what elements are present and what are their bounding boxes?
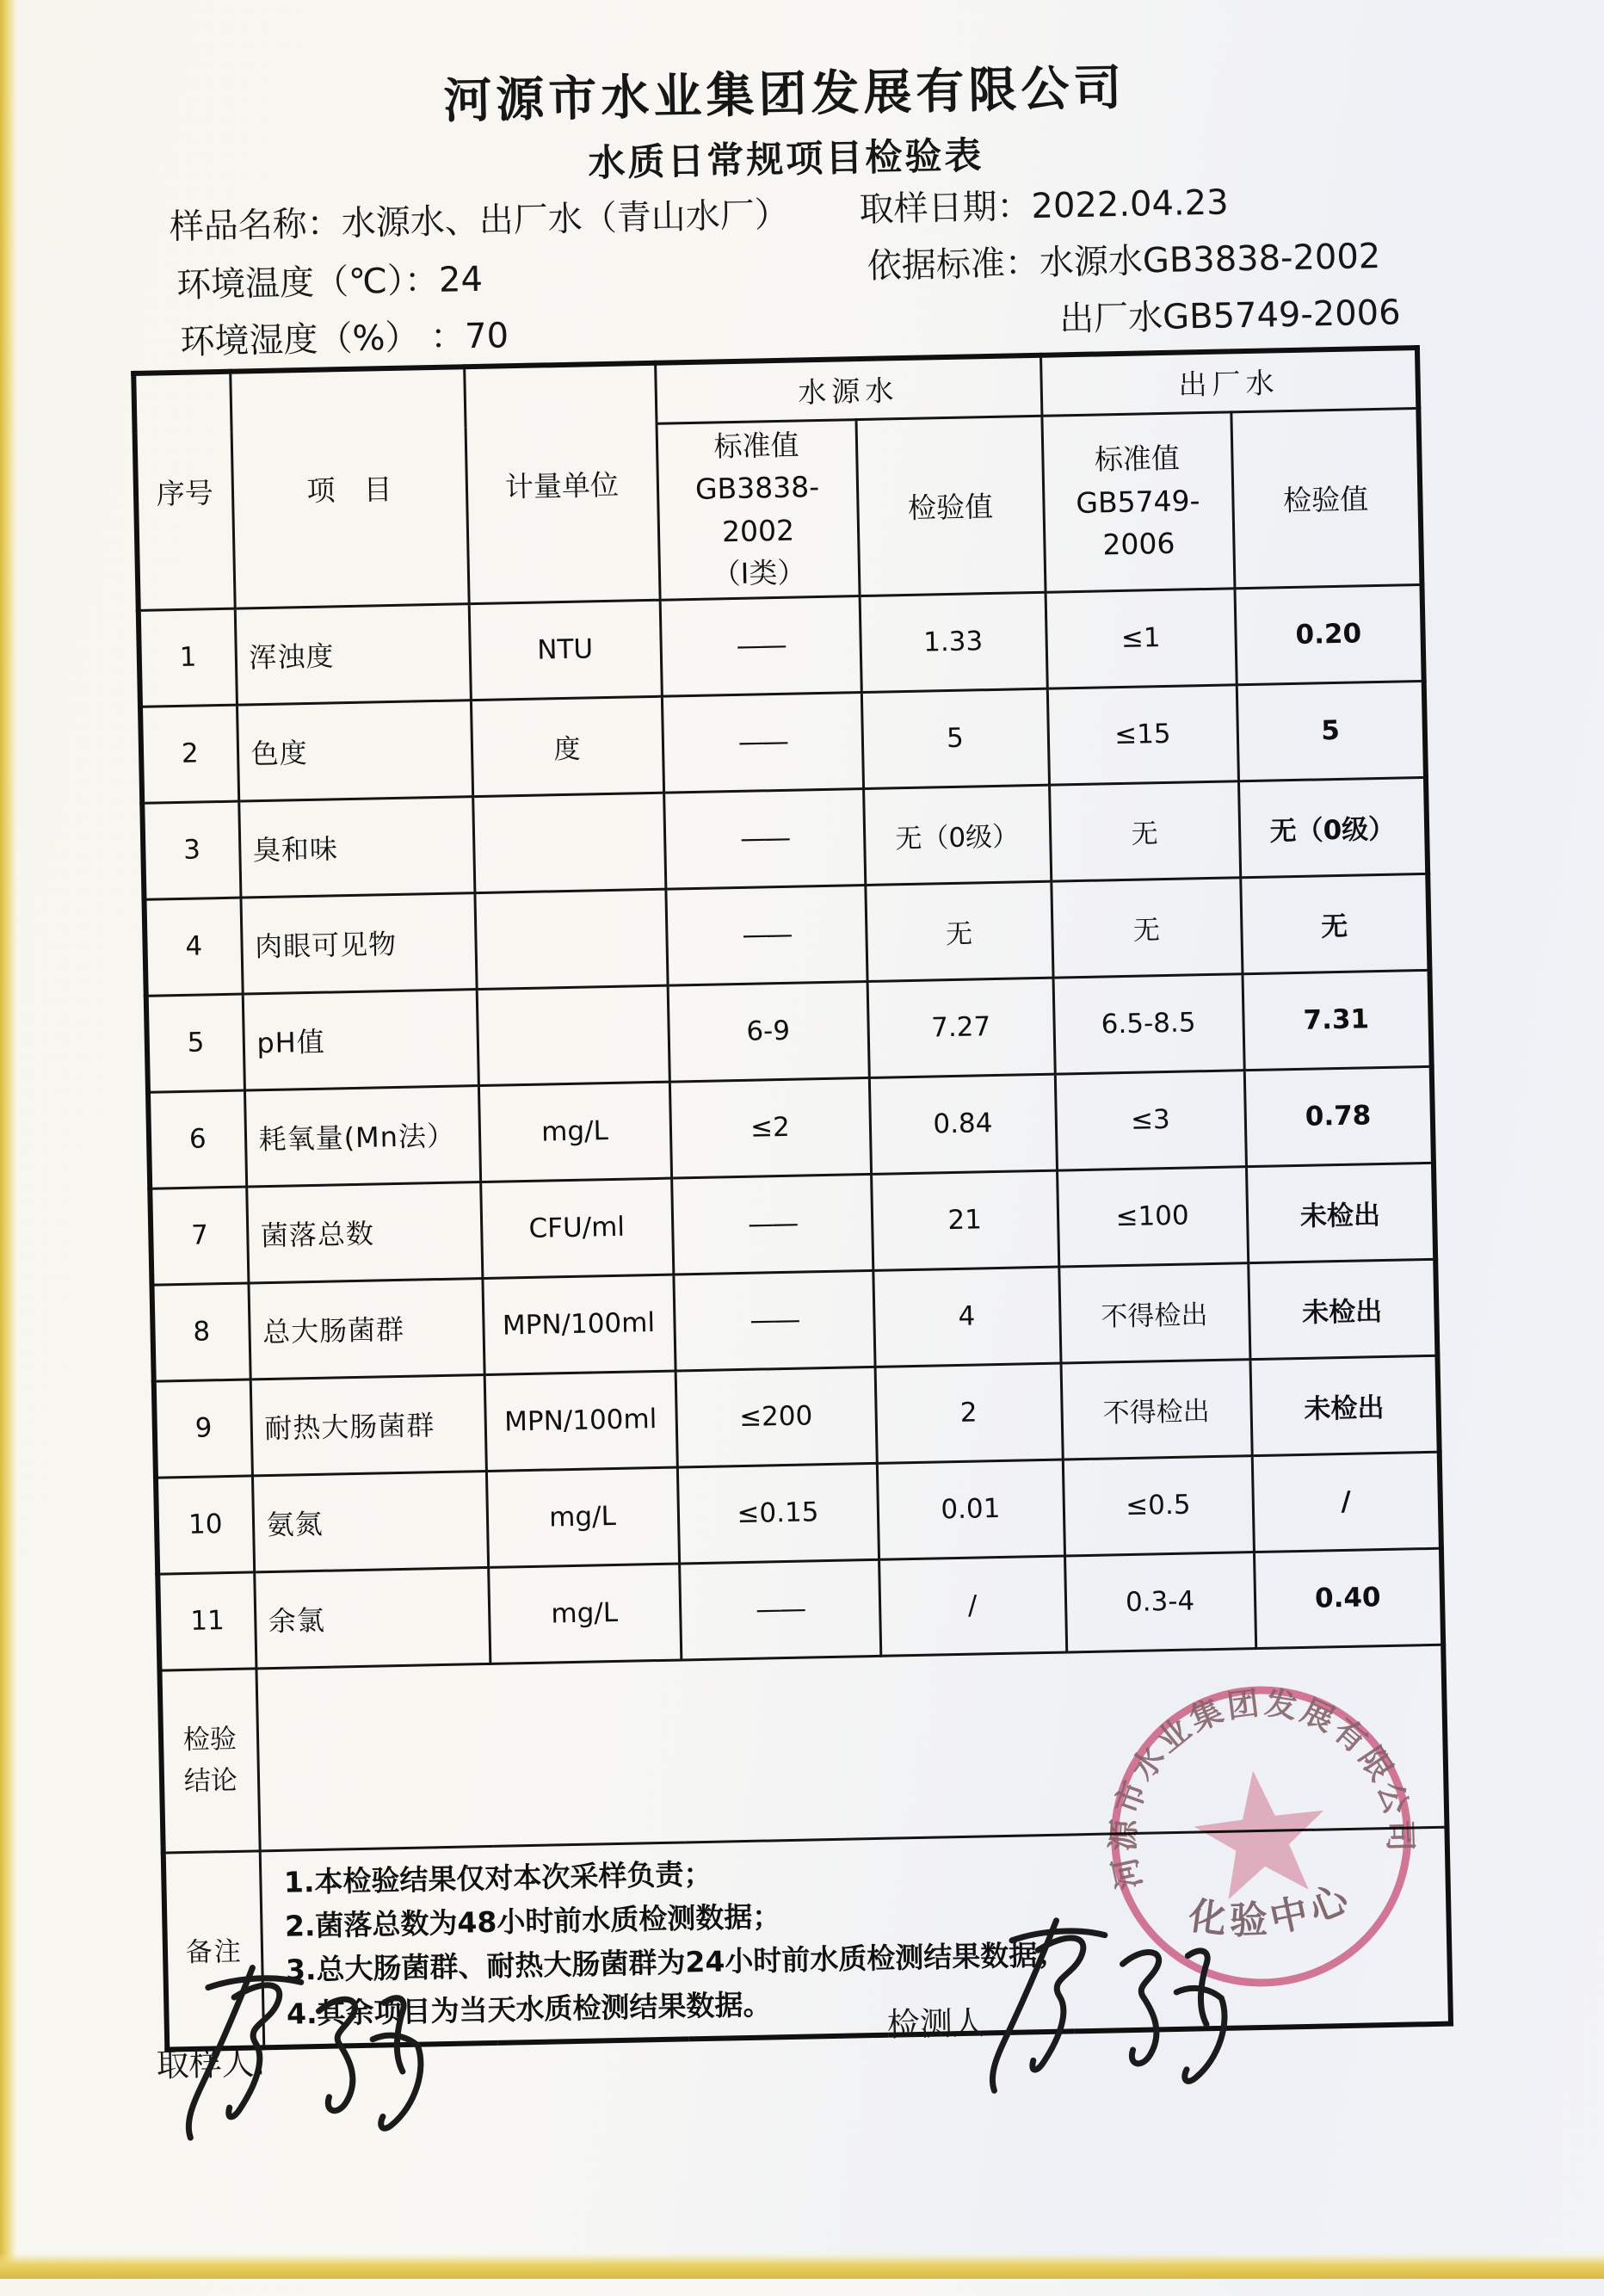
- group-header-source-water: 水源水: [655, 355, 1041, 423]
- cell-std-source: 6-9: [668, 981, 869, 1082]
- cell-val-source: 0.84: [869, 1074, 1057, 1174]
- cell-item: 耐热大肠菌群: [250, 1374, 486, 1475]
- cell-item: 菌落总数: [246, 1182, 482, 1282]
- remark-line: 1.本检验结果仅对本次采样负责；: [283, 1856, 713, 1899]
- star-icon: [1188, 1762, 1334, 1903]
- standard-label: 标准值: [713, 427, 799, 463]
- cell-unit: mg/L: [478, 1082, 671, 1182]
- cell-item: pH值: [243, 989, 478, 1089]
- cell-val-source: 5: [861, 688, 1049, 788]
- conclusion-label: [159, 1668, 259, 1852]
- cell-unit: [474, 889, 667, 989]
- cell-std-factory: ≤0.5: [1063, 1455, 1254, 1555]
- cell-val-source: 1.33: [860, 592, 1047, 692]
- remark-line: 3.总大肠菌群、耐热大肠菌群为24小时前水质检测结果数据；: [285, 1937, 1066, 1987]
- cell-unit: MPN/100ml: [482, 1275, 675, 1374]
- cell-std-source: ≤200: [676, 1367, 877, 1467]
- cell-no: 9: [154, 1379, 252, 1477]
- sample-name-line: 样品名称：水源水、出厂水（青山水厂）: [169, 194, 790, 248]
- cell-std-factory: ≤1: [1046, 588, 1237, 688]
- cell-item: 肉眼可见物: [240, 892, 476, 993]
- standard-source-water: 依据标准：水源水GB3838-2002: [867, 236, 1381, 287]
- cell-no: 6: [148, 1090, 246, 1188]
- col-header-check-source: 检验值: [855, 416, 1045, 596]
- cell-item: 总大肠菌群: [248, 1278, 484, 1379]
- cell-no: 10: [156, 1475, 254, 1573]
- sampler-signature: [173, 1952, 453, 2155]
- col-header-standard-factory: [1041, 411, 1234, 591]
- stamp-center-text: 化验中心: [1186, 1874, 1360, 1944]
- standard-code: GB3838-2002: [694, 469, 820, 548]
- cell-val-factory: 无: [1240, 873, 1429, 973]
- cell-item: 耗氧量(Mn法）: [244, 1085, 480, 1186]
- cell-val-factory: 0.40: [1254, 1548, 1443, 1648]
- cell-std-source: ——: [660, 596, 861, 696]
- tester-signature: [972, 1904, 1261, 2108]
- cell-unit: CFU/ml: [480, 1178, 673, 1278]
- tester-label: 检测人: [886, 2003, 986, 2044]
- cell-unit: NTU: [469, 600, 662, 700]
- cell-std-factory: ≤3: [1055, 1070, 1246, 1170]
- conclusion-label-line2: 结论: [183, 1764, 238, 1798]
- cell-val-source: 4: [873, 1267, 1060, 1367]
- cell-item: 色度: [237, 700, 472, 800]
- photo-backing-edge-bottom: [0, 2253, 1604, 2279]
- cell-std-source: ——: [663, 788, 865, 889]
- env-humidity: 环境湿度（%） ：70: [180, 316, 509, 362]
- cell-std-source: ——: [662, 692, 863, 793]
- cell-item: 余氯: [254, 1567, 490, 1668]
- cell-no: 5: [146, 994, 244, 1092]
- cell-val-factory: /: [1252, 1452, 1441, 1552]
- group-header-factory-water: 出厂水: [1040, 348, 1418, 416]
- cell-std-source: ——: [673, 1270, 874, 1371]
- cell-no: 3: [142, 801, 240, 899]
- cell-val-factory: 5: [1237, 681, 1426, 781]
- cell-item: 浑浊度: [235, 603, 471, 704]
- cell-val-factory: 0.78: [1244, 1066, 1434, 1166]
- cell-std-source: ——: [679, 1559, 880, 1660]
- cell-std-factory: 不得检出: [1058, 1262, 1249, 1362]
- cell-val-source: /: [879, 1556, 1066, 1656]
- photo-backing-edge-left: [0, 0, 17, 2279]
- cell-val-source: 2: [875, 1363, 1063, 1463]
- remark-line: 2.菌落总数为48小时前水质检测数据；: [284, 1898, 781, 1943]
- cell-item: 氨氮: [252, 1471, 488, 1571]
- col-header-item: 项 目: [230, 367, 468, 608]
- cell-no: 7: [150, 1187, 248, 1285]
- cell-std-factory: ≤100: [1057, 1166, 1248, 1266]
- cell-no: 1: [139, 608, 237, 707]
- col-header-standard-source: [656, 419, 859, 600]
- env-temperature: 环境温度（℃）：24: [176, 259, 484, 306]
- cell-no: 2: [140, 705, 238, 803]
- standard-class: （I类）: [712, 555, 806, 591]
- standard-label: 标准值: [1094, 441, 1181, 477]
- cell-unit: mg/L: [486, 1467, 679, 1567]
- cell-val-factory: 未检出: [1249, 1355, 1439, 1455]
- remark-line: 4.其余项目为当天水质检测结果数据。: [286, 1987, 772, 2031]
- cell-val-factory: 无（0级）: [1238, 777, 1428, 877]
- cell-val-source: 无（0级）: [863, 785, 1051, 885]
- col-header-check-factory: 检验值: [1231, 408, 1422, 588]
- cell-std-source: ——: [665, 885, 867, 985]
- sampler-label: 取样人:: [156, 2044, 266, 2084]
- cell-std-factory: 不得检出: [1061, 1359, 1252, 1459]
- stamp-company-text: 河源市水业集团发展有限公司: [1104, 1683, 1419, 1893]
- cell-val-source: 21: [871, 1170, 1058, 1270]
- cell-std-factory: 0.3-4: [1064, 1552, 1255, 1651]
- col-header-no: 序号: [133, 372, 234, 610]
- cell-std-source: ≤0.15: [677, 1463, 879, 1564]
- cell-std-factory: ≤15: [1047, 684, 1238, 784]
- col-header-unit: 计量单位: [464, 363, 659, 603]
- cell-val-source: 无: [865, 881, 1052, 981]
- report-subtitle: 水质日常规项目检验表: [587, 134, 984, 186]
- standard-factory-water: 出厂水GB5749-2006: [1058, 293, 1402, 340]
- cell-val-source: 7.27: [867, 978, 1055, 1077]
- cell-std-source: ——: [671, 1174, 873, 1275]
- cell-std-factory: 无: [1049, 781, 1240, 880]
- cell-val-factory: 未检出: [1248, 1259, 1437, 1359]
- cell-val-factory: 0.20: [1234, 584, 1423, 684]
- cell-val-source: 0.01: [877, 1460, 1064, 1559]
- conclusion-label-line1: 检验: [182, 1723, 238, 1756]
- cell-unit: 度: [471, 696, 663, 796]
- remarks-label: 备注: [163, 1850, 264, 2049]
- cell-no: 8: [151, 1282, 250, 1380]
- cell-item: 臭和味: [238, 796, 474, 897]
- cell-std-factory: 无: [1051, 877, 1242, 977]
- sampling-date: 取样日期：2022.04.23: [859, 182, 1229, 230]
- cell-std-factory: 6.5-8.5: [1053, 973, 1244, 1073]
- cell-val-factory: 未检出: [1246, 1163, 1435, 1262]
- cell-unit: [477, 985, 669, 1085]
- company-title: 河源市水业集团发展有限公司: [442, 59, 1126, 130]
- cell-no: 4: [144, 898, 242, 996]
- cell-no: 11: [157, 1571, 256, 1670]
- standard-code: GB5749-2006: [1076, 483, 1200, 562]
- cell-std-source: ≤2: [669, 1077, 871, 1178]
- cell-val-factory: 7.31: [1242, 970, 1431, 1070]
- cell-unit: mg/L: [488, 1564, 681, 1663]
- cell-unit: MPN/100ml: [484, 1371, 677, 1471]
- cell-unit: [472, 793, 665, 892]
